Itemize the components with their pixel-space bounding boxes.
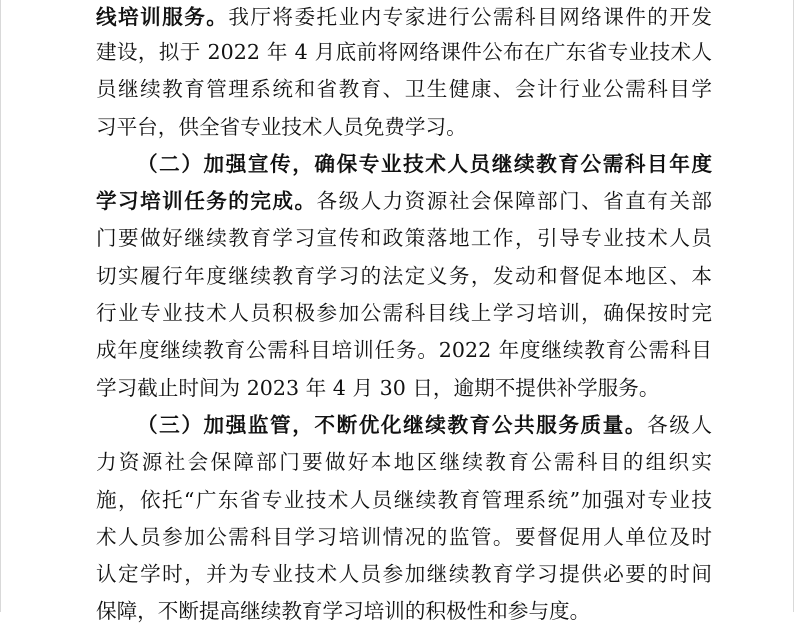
paragraph-2 [96,146,712,407]
text-line [96,146,712,183]
text-line [96,482,712,519]
text-line [96,519,712,556]
section-heading-3: （三）加强监管，不断优化继续教育公共服务质量。 [137,412,648,437]
text-run: 学习截止时间为 2023 年 4 月 30 日，逾期不提供补学服务。 [96,375,660,400]
text-line [96,407,712,444]
text-line [96,183,712,220]
page-edge-left [0,0,1,612]
section-heading-2: （二）加强宣传，确保专业技术人员继续教育公需科目年度 [137,151,712,176]
text-run: 切实履行年度继续教育学习的法定义务，发动和督促本地区、本 [96,263,712,288]
text-line [96,593,712,630]
text-run: 成年度继续教育公需科目培训任务。2022 年度继续教育公需科目 [96,338,712,363]
document-body [96,0,712,631]
bold-run: 线培训服务。 [96,5,229,29]
text-line [96,332,712,369]
text-line [96,71,712,108]
text-run: 保障，不断提高继续教育学习培训的积极性和参与度。 [96,599,591,624]
text-run: 行业专业技术人员积极参加公需科目线上学习培训，确保按时完 [96,301,712,326]
text-run: 认定学时，并为专业技术人员参加继续教育学习提供必要的时间 [96,562,712,587]
text-line [96,444,712,481]
text-line [96,556,712,593]
text-run: 施，依托“广东省专业技术人员继续教育管理系统”加强对专业技 [96,487,712,512]
text-line [96,258,712,295]
text-run: 力资源社会保障部门要做好本地区继续教育公需科目的组织实 [96,450,712,475]
text-line [96,0,712,34]
text-run: 门要做好继续教育学习宣传和政策落地工作，引导专业技术人员 [96,226,712,251]
text-run: 习平台，供全省专业技术人员免费学习。 [96,114,467,139]
paragraph-1 [96,0,712,146]
text-run: 术人员参加公需科目学习培训情况的监管。要督促用人单位及时 [96,524,712,549]
text-run: 各级人力资源社会保障部门、省直有关部 [316,189,712,214]
text-run: 员继续教育管理系统和省教育、卫生健康、会计行业公需科目学 [96,77,712,102]
text-line [96,295,712,332]
text-line [96,34,712,71]
text-run: 我厅将委托业内专家进行公需科目网络课件的开发 [228,5,712,29]
bold-run: 学习培训任务的完成。 [96,189,317,214]
paragraph-3 [96,407,712,631]
text-line [96,109,712,146]
text-line [96,370,712,407]
text-line [96,220,712,257]
text-run: 各级人 [647,412,712,437]
text-run: 建设，拟于 2022 年 4 月底前将网络课件公布在广东省专业技术人 [96,40,712,64]
